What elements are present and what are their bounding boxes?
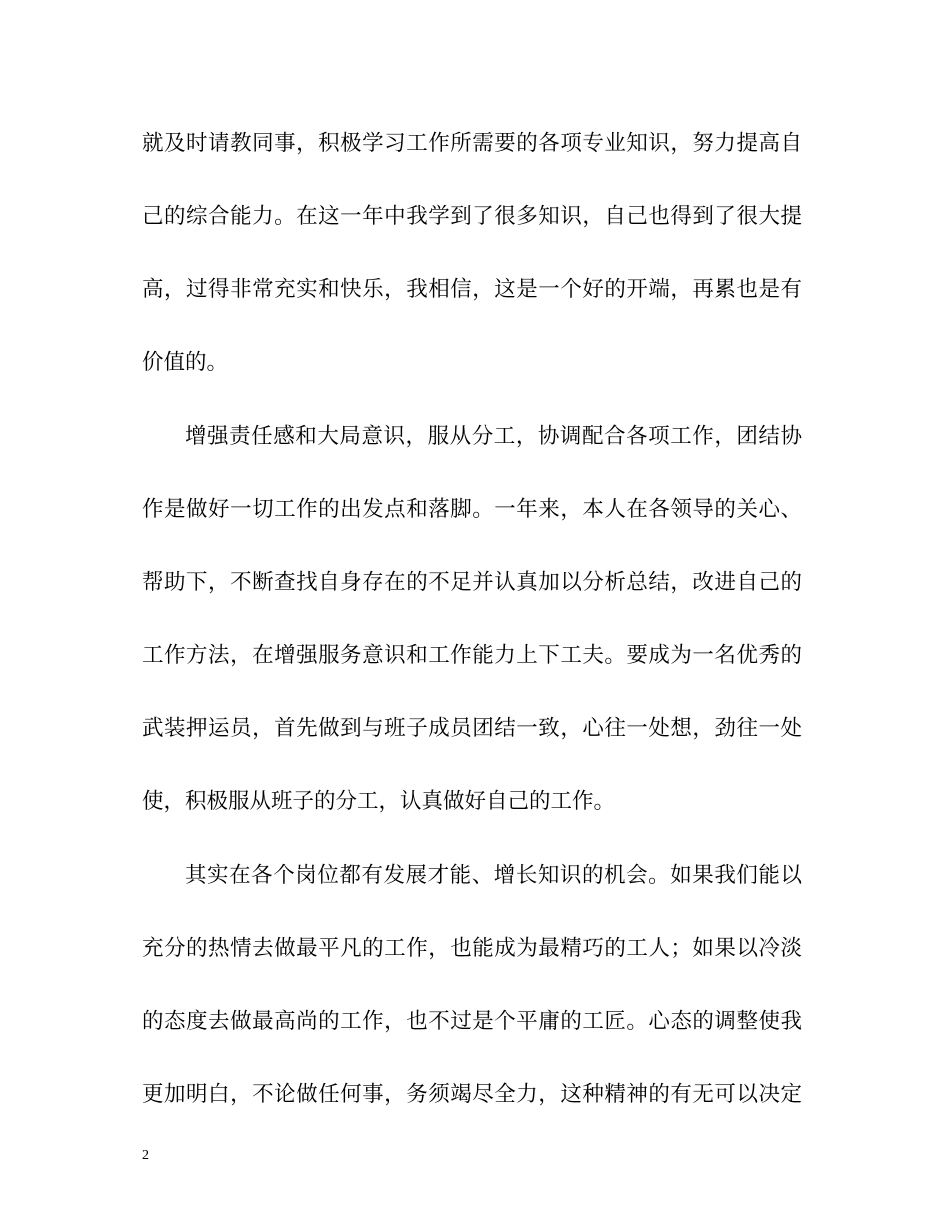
text-line: 工作方法，在增强服务意识和工作能力上下工夫。要成为一名优秀的: [142, 643, 802, 668]
text-line: 高，过得非常充实和快乐，我相信，这是一个好的开端，再累也是有: [142, 277, 802, 302]
text-line: 的态度去做最高尚的工作，也不过是个平庸的工匠。心态的调整使我: [142, 1009, 802, 1034]
page-number: 2: [142, 1148, 149, 1163]
paragraph-first-line: 增强责任感和大局意识，服从分工，协调配合各项工作，团结协: [185, 424, 802, 449]
text-line: 充分的热情去做最平凡的工作，也能成为最精巧的工人；如果以冷淡: [142, 936, 802, 961]
text-line: 更加明白，不论做任何事，务须竭尽全力，这种精神的有无可以决定: [142, 1082, 802, 1107]
text-line: 使，积极服从班子的分工，认真做好自己的工作。: [142, 789, 616, 814]
text-line: 帮助下，不断查找自身存在的不足并认真加以分析总结，改进自己的: [142, 570, 802, 595]
text-line: 武装押运员，首先做到与班子成员团结一致，心往一处想，劲往一处: [142, 716, 802, 741]
text-line: 就及时请教同事，积极学习工作所需要的各项专业知识，努力提高自: [142, 131, 802, 156]
text-line: 己的综合能力。在这一年中我学到了很多知识，自己也得到了很大提: [142, 204, 802, 229]
text-line: 价值的。: [142, 350, 229, 375]
text-line: 作是做好一切工作的出发点和落脚。一年来，本人在各领导的关心、: [142, 497, 802, 522]
paragraph-first-line: 其实在各个岗位都有发展才能、增长知识的机会。如果我们能以: [185, 863, 802, 888]
